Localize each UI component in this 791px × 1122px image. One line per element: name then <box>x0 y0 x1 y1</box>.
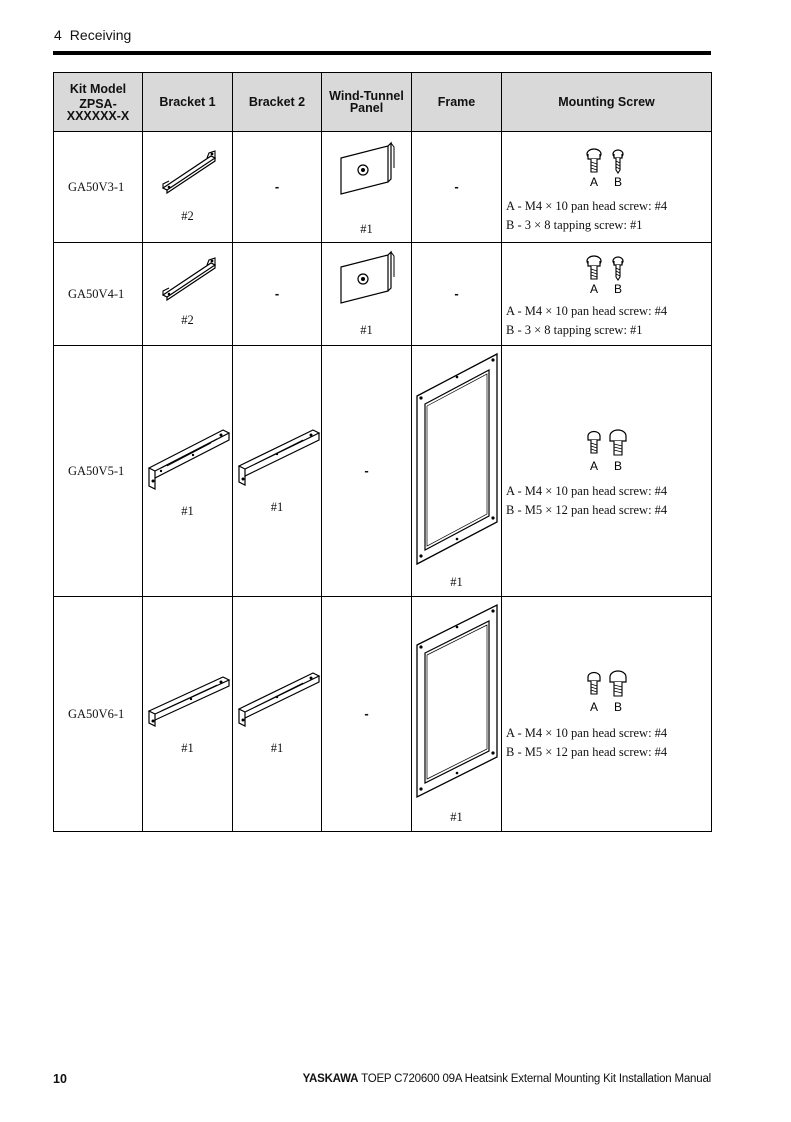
mounting-screw-cell <box>502 132 712 243</box>
page-header <box>54 27 131 43</box>
screw-b-label: B <box>613 459 623 473</box>
screw-a-label: A <box>589 700 599 714</box>
screw-descriptions <box>506 482 667 520</box>
frame-cell: - <box>412 243 502 346</box>
screw-b-description: B - M5 × 12 pan head screw: #4 <box>506 503 668 517</box>
frame-illustration <box>415 603 499 799</box>
frame-quantity: #1 <box>450 810 463 824</box>
bracket2-cell <box>233 597 322 832</box>
footer-brand: YASKAWA <box>302 1073 359 1085</box>
kit-model-cell: GA50V3-1 <box>54 132 143 243</box>
table-row <box>54 243 712 346</box>
screw-a-b-illustration <box>583 144 629 190</box>
screw-a-description: A - M4 × 10 pan head screw: #4 <box>506 199 668 213</box>
table-header-row <box>54 73 712 132</box>
bracket1-quantity: #2 <box>181 209 194 223</box>
screw-b-description: B - 3 × 8 tapping screw: #1 <box>506 323 643 337</box>
screw-descriptions <box>506 302 667 340</box>
screw-b-description: B - M5 × 12 pan head screw: #4 <box>506 745 668 759</box>
header-bracket1: Bracket 1 <box>143 73 233 132</box>
chapter-title: Receiving <box>69 27 132 43</box>
screw-a-label: A <box>589 282 599 296</box>
wind-tunnel-panel-illustration <box>338 247 396 307</box>
bracket2-cell <box>233 346 322 597</box>
header-frame: Frame <box>412 73 502 132</box>
bracket2-quantity: #1 <box>270 741 284 755</box>
bracket1-cell <box>143 597 233 832</box>
screw-b-label: B <box>613 282 623 296</box>
screw-a-description: A - M4 × 10 pan head screw: #4 <box>506 304 668 318</box>
footer-document-title <box>303 1073 711 1085</box>
screw-a-b-illustration <box>583 251 629 297</box>
header-mounting-screw: Mounting Screw <box>502 73 712 132</box>
page-number: 10 <box>53 1072 67 1086</box>
bracket-large-illustration <box>147 426 231 492</box>
kit-model-cell: GA50V5-1 <box>54 346 143 597</box>
mounting-screw-cell <box>502 243 712 346</box>
screw-descriptions <box>506 724 667 762</box>
bracket1-cell <box>143 243 233 346</box>
header-kit-model: Kit Model ZPSA- XXXXXX-X <box>54 73 143 132</box>
screw-a-description: A - M4 × 10 pan head screw: #4 <box>506 726 668 740</box>
bracket-large-illustration <box>237 426 321 488</box>
header-rule <box>53 51 711 55</box>
screw-b-description: B - 3 × 8 tapping screw: #1 <box>506 218 643 232</box>
screw-a-b-illustration <box>583 667 629 715</box>
bracket-large-illustration <box>147 673 231 729</box>
bracket2-cell: - <box>233 132 322 243</box>
bracket1-cell <box>143 132 233 243</box>
screw-b-label: B <box>613 175 623 189</box>
panel-cell <box>322 132 412 243</box>
screw-a-description: A - M4 × 10 pan head screw: #4 <box>506 484 668 498</box>
frame-illustration <box>415 352 499 566</box>
bracket2-quantity: #1 <box>270 500 284 514</box>
screw-a-b-illustration <box>583 426 629 474</box>
panel-quantity: #1 <box>360 222 373 236</box>
wind-tunnel-panel-illustration <box>338 138 396 198</box>
bracket1-quantity: #1 <box>181 741 194 755</box>
frame-quantity: #1 <box>450 575 463 589</box>
mounting-screw-cell <box>502 346 712 597</box>
frame-cell: - <box>412 132 502 243</box>
screw-a-label: A <box>589 459 599 473</box>
chapter-number: 4 <box>54 27 62 43</box>
screw-b-label: B <box>613 700 623 714</box>
header-wind-tunnel-panel: Wind-Tunnel Panel <box>322 73 412 132</box>
screw-a-label: A <box>589 175 599 189</box>
frame-cell <box>412 346 502 597</box>
bracket1-quantity: #1 <box>181 504 194 518</box>
table-row <box>54 597 712 832</box>
kit-model-cell: GA50V6-1 <box>54 597 143 832</box>
footer-doc-title: TOEP C720600 09A Heatsink External Mounting Kit Installation Manual <box>361 1073 711 1085</box>
table-row <box>54 132 712 243</box>
header-bracket2: Bracket 2 <box>233 73 322 132</box>
bracket-large-illustration <box>237 669 321 729</box>
mounting-screw-cell <box>502 597 712 832</box>
bracket-small-illustration <box>159 257 219 303</box>
kit-contents-table <box>53 72 712 832</box>
frame-cell <box>412 597 502 832</box>
bracket1-cell <box>143 346 233 597</box>
bracket-small-illustration <box>159 150 219 196</box>
panel-cell: - <box>322 346 412 597</box>
bracket2-cell: - <box>233 243 322 346</box>
kit-model-cell: GA50V4-1 <box>54 243 143 346</box>
screw-descriptions <box>506 197 667 235</box>
panel-cell: - <box>322 597 412 832</box>
panel-cell <box>322 243 412 346</box>
table-row <box>54 346 712 597</box>
panel-quantity: #1 <box>360 323 373 337</box>
bracket1-quantity: #2 <box>181 313 194 327</box>
